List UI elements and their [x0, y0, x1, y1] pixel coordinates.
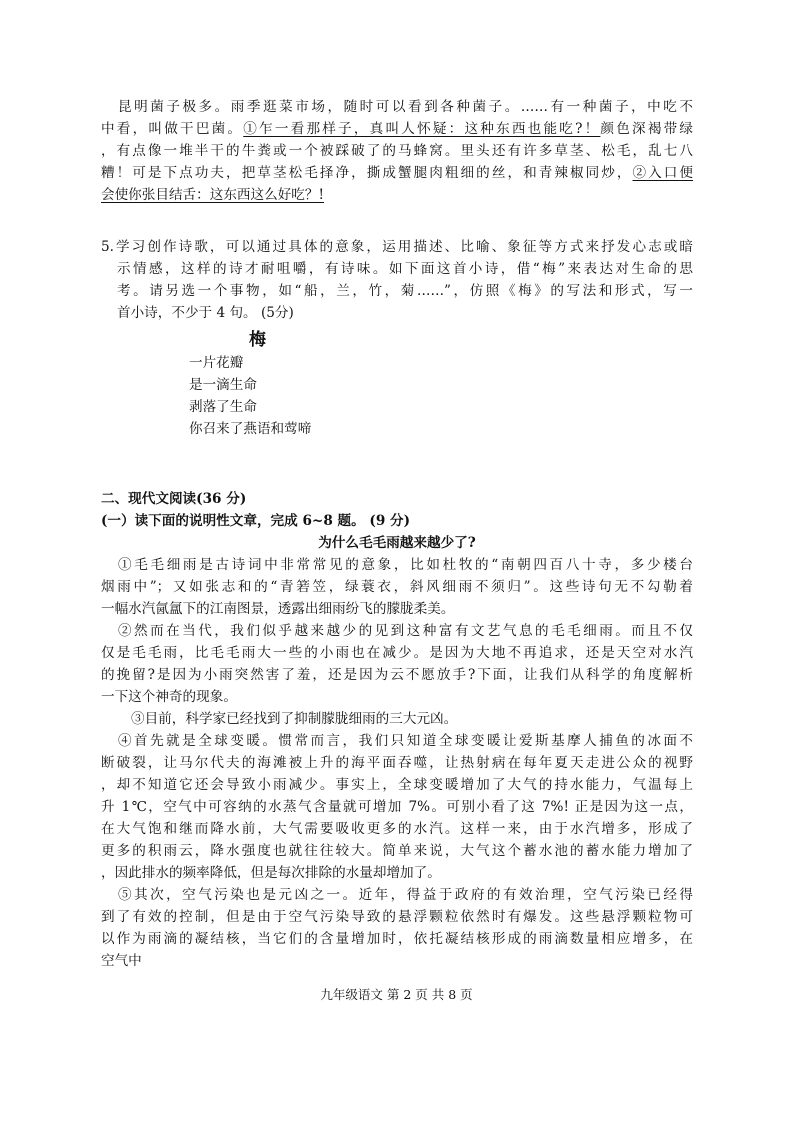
article-line: 到了有效的控制，但是由于空气污染导致的悬浮颗粒依然时有爆发。这些悬浮颗粒物可	[101, 909, 693, 925]
passage-text: 糟！可是下点功夫，把草茎松毛择净，撕成蟹腿肉粗细的丝，和青辣椒同炒，	[101, 165, 633, 181]
question-5-line-3: 考。请另选一个事物，如“船，兰，竹，菊……”，仿照《梅》的写法和形式，写一	[117, 283, 693, 299]
underlined-sentence-1: ①乍一看那样子，真叫人怀疑：这种东西也能吃?！	[243, 121, 601, 137]
poem-title: 梅	[249, 330, 266, 350]
page-footer: 九年级语文 第 2 页 共 8 页	[320, 987, 473, 1002]
article-title: 为什么毛毛雨越来越少了?	[318, 535, 476, 551]
article-line: 烟雨中”；又如张志和的“青箬笠，绿蓑衣，斜风细雨不须归”。这些诗句无不勾勒着	[101, 579, 693, 595]
article-line: ④首先就是全球变暖。惯常而言，我们只知道全球变暖让爱斯基摩人捕鱼的冰面不	[118, 733, 693, 749]
poem-line: 是一滴生命	[189, 377, 257, 393]
article-line: ②然而在当代，我们似乎越来越少的见到这种富有文艺气息的毛毛细雨。而且不仅	[118, 623, 693, 639]
section-heading: 二、现代文阅读(36 分)	[101, 491, 247, 507]
passage-line-2	[101, 118, 693, 140]
article-line: ①毛毛细雨是古诗词中非常常见的意象，比如杜牧的“南朝四百八十寺，多少楼台	[118, 557, 693, 573]
underlined-sentence-2a: ②入口便	[632, 165, 693, 181]
article-line: 一幅水汽氤氲下的江南图景，透露出细雨纷飞的朦胧柔美。	[101, 601, 455, 617]
subsection-heading: (一）读下面的说明性文章，完成 6~8 题。 (9 分)	[101, 513, 411, 529]
passage-line-5	[101, 184, 693, 206]
passage-text: 中看，叫做干巴菌。	[101, 121, 244, 137]
passage-line-1: 昆明菌子极多。雨季逛菜市场，随时可以看到各种菌子。……有一种菌子，中吃不	[118, 99, 693, 115]
article-line: ③目前，科学家已经找到了抑制朦胧细雨的三大元凶。	[131, 711, 458, 727]
article-line: ，因此排水的频率降低，但是每次排除的水量却增加了。	[101, 865, 441, 881]
question-5-line-4: 首小诗，不少于 4 句。 (5分)	[117, 305, 294, 321]
article-line: 断破裂，让马尔代夫的海滩被上升的海平面吞噬，让热射病在每年夏天走进公众的视野	[101, 755, 693, 771]
article-line: 的挽留?是因为小雨突然害了羞，还是因为云不愿放手?下面，让我们从科学的角度解析	[101, 667, 693, 683]
passage-text: 颜色深褐带绿	[600, 121, 693, 137]
article-line: ，却不知道它还会导致小雨减少。事实上，全球变暖增加了大气的持水能力，气温每上	[101, 777, 693, 793]
article-line: 一下这个神奇的现象。	[101, 689, 237, 705]
passage-line-4	[101, 162, 693, 184]
poem-line: 剥落了生命	[189, 399, 257, 415]
underlined-sentence-2b: 会使你张目结舌：这东西这么好吃？!	[101, 187, 324, 203]
poem-line: 一片花瓣	[189, 355, 244, 371]
question-5-line-1: 5.学习创作诗歌，可以通过具体的意象，运用描述、比喻、象征等方式来抒发心志或暗	[101, 239, 693, 255]
article-line: 更多的积雨云，降水强度也就往往较大。简单来说，大气这个蓄水池的蓄水能力增加了	[101, 843, 693, 859]
article-line: 升 1℃，空气中可容纳的水蒸气含量就可增加 7%。可别小看了这 7%! 正是因为这一点，	[101, 799, 693, 815]
article-line: 以作为雨滴的凝结核，当它们的含量增加时，依托凝结核形成的雨滴数量相应增多，在	[101, 931, 693, 947]
question-5-line-2: 示情感，这样的诗才耐咀嚼，有诗味。如下面这首小诗，借“梅”来表达对生命的思	[117, 261, 693, 277]
article-line: 空气中	[101, 953, 142, 969]
passage-line-3: ，有点像一堆半干的牛粪或一个被踩破了的马蜂窝。里头还有许多草茎、松毛，乱七八	[101, 143, 693, 159]
poem-line: 你召来了燕语和莺啼	[189, 421, 312, 437]
article-line: 仅是毛毛雨，比毛毛雨大一些的小雨也在减少。是因为大地不再追求，还是天空对水汽	[101, 645, 693, 661]
article-line: ⑤其次，空气污染也是元凶之一。近年，得益于政府的有效治理，空气污染已经得	[118, 887, 693, 903]
article-line: 在大气饱和继而降水前，大气需要吸收更多的水汽。这样一来，由于水汽增多，形成了	[101, 821, 693, 837]
